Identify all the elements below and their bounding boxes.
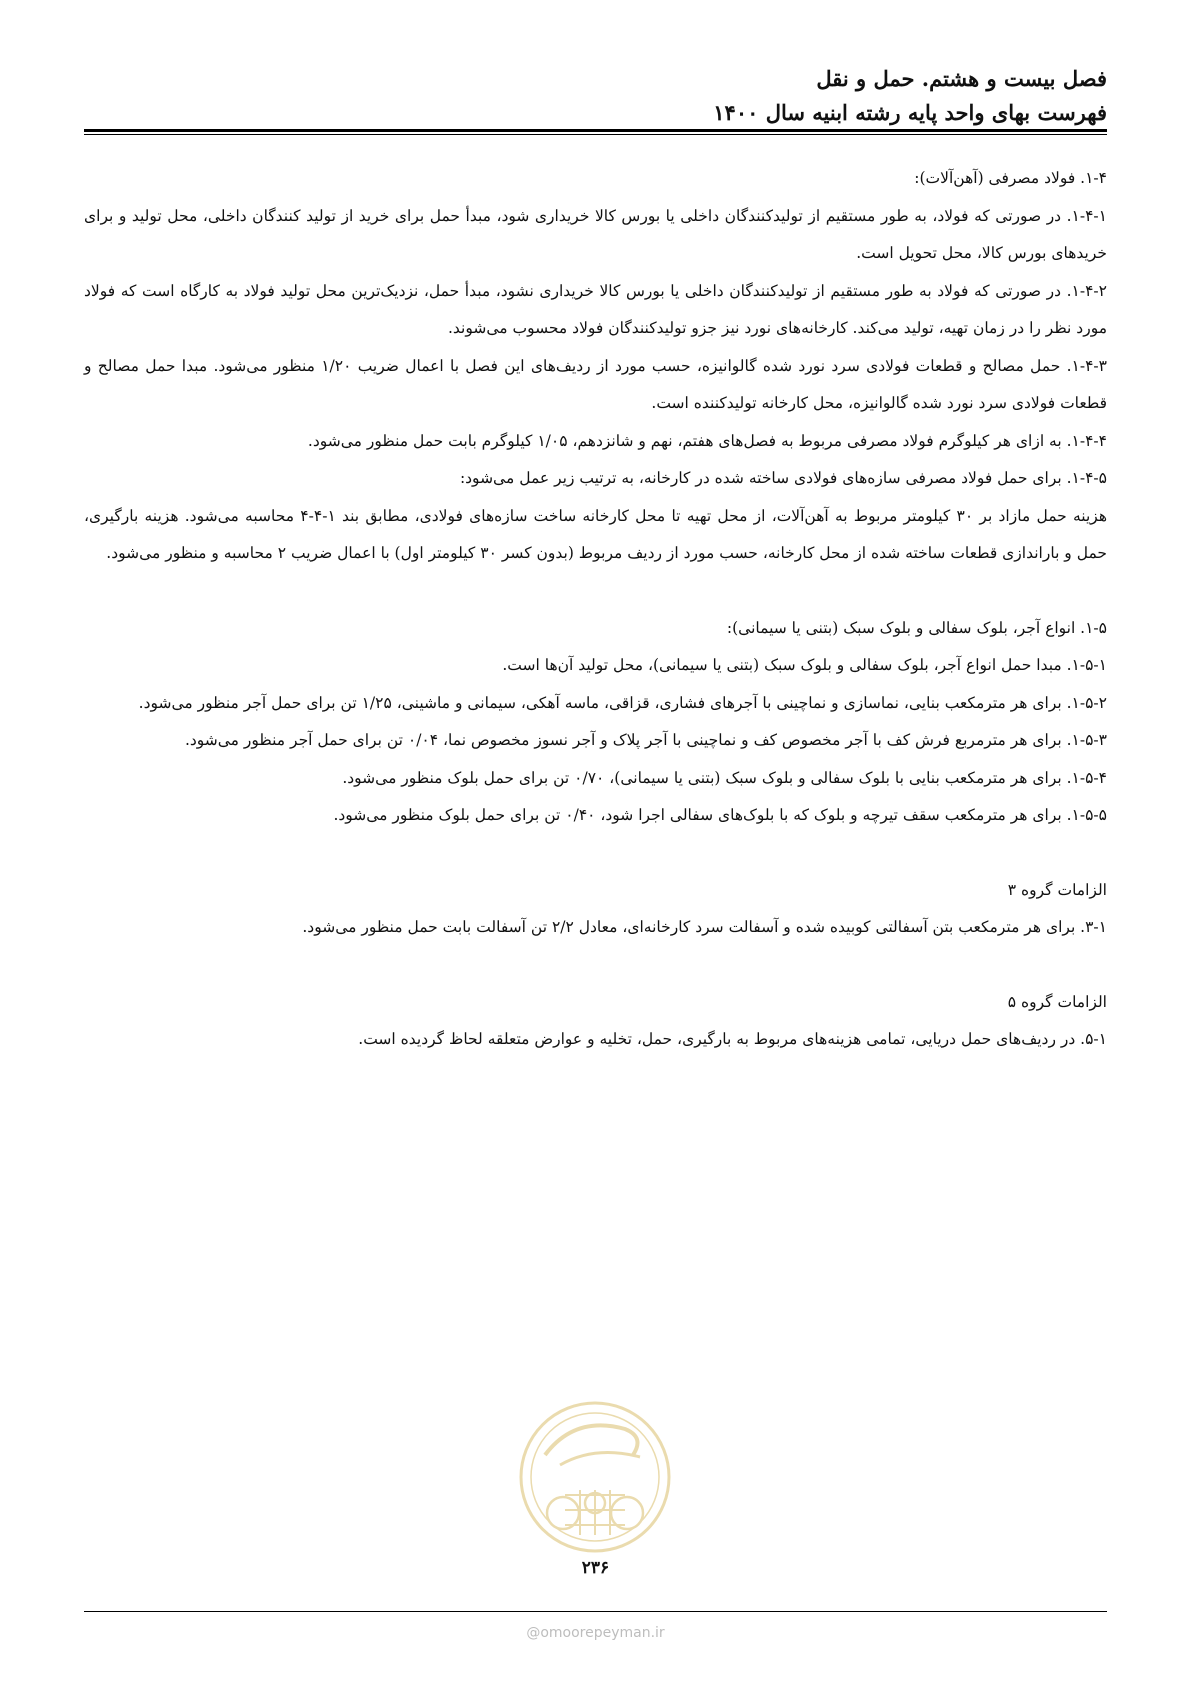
clause-1-5-1: ۱-۵-۱. مبدا حمل انواع آجر، بلوک سفالی و بلوک سبک (بتنی یا سیمانی)، محل تولید آن‌ها است. (502, 656, 1107, 674)
header-rule-thick (84, 129, 1107, 132)
website-watermark: @omoorepeyman.ir (526, 1625, 665, 1641)
clause-1-5-5: ۱-۵-۵. برای هر مترمکعب سقف تیرچه و بلوک که با بلوک‌های سفالی اجرا شود، ۰/۴۰ تن برای حمل بلوک منظور می‌شود. (333, 806, 1107, 824)
header-rule-thin (84, 134, 1107, 135)
paragraph-gap (84, 835, 1107, 872)
group-3-heading: الزامات گروه ۳ (1007, 880, 1107, 899)
paragraph-gap (84, 947, 1107, 984)
clause-1-5-3: ۱-۵-۳. برای هر مترمربع فرش کف با آجر مخصوص کف و نماچینی با آجر پلاک و آجر نسوز مخصوص نما، ۰/۰۴ تن برای حمل آجر منظور می‌شود. (184, 731, 1107, 749)
clause-1-4-4: ۱-۴-۴. به ازای هر کیلوگرم فولاد مصرفی مربوط به فصل‌های هفتم، نهم و شانزدهم، ۱/۰۵ کیلوگرم بابت حمل منظور می‌شود. (307, 431, 1107, 450)
footer-rule (84, 1611, 1107, 1612)
clause-1-4-2: ۱-۴-۲. در صورتی که فولاد به طور مستقیم از تولیدکنندگان داخلی یا بورس کالا خریداری نشود، مبدأ حمل، نزدیک‌ترین محل تولید فولاد به کارگاه است که فولاد مورد نظر را در زمان تهیه، تولید می‌کند. کارخانه‌های نورد نیز جزو تولیدکنندگان فولاد محسوب می‌شوند. (84, 281, 1107, 337)
clause-1-4-1: ۱-۴-۱. در صورتی که فولاد، به طور مستقیم از تولیدکنندگان داخلی یا بورس کالا خریداری شود، مبدأ حمل برای خرید از تولید کنندگان داخلی، محل تولید و برای خریدهای بورس کالا، محل تحویل است. (84, 206, 1107, 262)
clause-1-5-2: ۱-۵-۲. برای هر مترمکعب بنایی، نماسازی و نماچینی با آجرهای فشاری، قزاقی، ماسه آهکی، سیمانی و ماشینی، ۱/۲۵ تن برای حمل آجر منظور می‌شود. (138, 693, 1107, 712)
clause-1-4-5: ۱-۴-۵. برای حمل فولاد مصرفی سازه‌های فولادی ساخته شده در کارخانه، به ترتیب زیر عمل می‌شود: (459, 469, 1107, 487)
paragraph-gap (84, 573, 1107, 610)
clause-1-4-3: ۱-۴-۳. حمل مصالح و قطعات فولادی سرد نورد شده گالوانیزه، حسب مورد از ردیف‌های این فصل با اعمال ضریب ۱/۲۰ منظور می‌شود. مبدا حمل مصالح و قطعات فولادی سرد نورد شده گالوانیزه، محل کارخانه تولیدکننده است. (84, 356, 1107, 412)
section-heading-bricks: ۱-۵. انواع آجر، بلوک سفالی و بلوک سبک (بتنی یا سیمانی): (726, 618, 1107, 637)
clause-5-1: ۵-۱. در ردیف‌های حمل دریایی، تمامی هزینه‌های مربوط به بارگیری، حمل، تخلیه و عوارض متعلقه لحاظ گردیده است. (358, 1030, 1107, 1048)
clause-3-1: ۳-۱. برای هر مترمکعب بتن آسفالتی کوبیده شده و آسفالت سرد کارخانه‌ای، معادل ۲/۲ تن آسفالت بابت حمل منظور می‌شود. (302, 918, 1107, 936)
page-header (713, 62, 1107, 130)
clause-1-4-5-detail: هزینه حمل مازاد بر ۳۰ کیلومتر مربوط به آهن‌آلات، از محل تهیه تا محل کارخانه ساخت سازه‌های فولادی، مطابق بند ۱-۴-۴ محاسبه می‌شود. هزینه بارگیری، حمل و باراندازی قطعات ساخته شده از محل کارخانه، حسب مورد از ردیف مربوط (بدون کسر ۳۰ کیلومتر اول) با اعمال ضریب ۲ محاسبه و منظور می‌شود. (84, 506, 1107, 562)
section-heading-steel: ۱-۴. فولاد مصرفی (آهن‌آلات): (914, 169, 1107, 187)
document-body (84, 160, 1107, 1059)
document-subtitle: فهرست بهای واحد پایه رشته ابنیه سال ۱۴۰۰ (713, 100, 1107, 125)
group-5-heading: الزامات گروه ۵ (1007, 992, 1107, 1011)
omoorepeyman-logo-icon (505, 1395, 685, 1585)
clause-1-5-4: ۱-۵-۴. برای هر مترمکعب بنایی با بلوک سفالی و بلوک سبک (بتنی یا سیمانی)، ۰/۷۰ تن برای حمل بلوک منظور می‌شود. (342, 768, 1107, 787)
page-number: ۲۳۶ (581, 1558, 610, 1578)
chapter-title: فصل بیست و هشتم. حمل و نقل (816, 66, 1107, 91)
